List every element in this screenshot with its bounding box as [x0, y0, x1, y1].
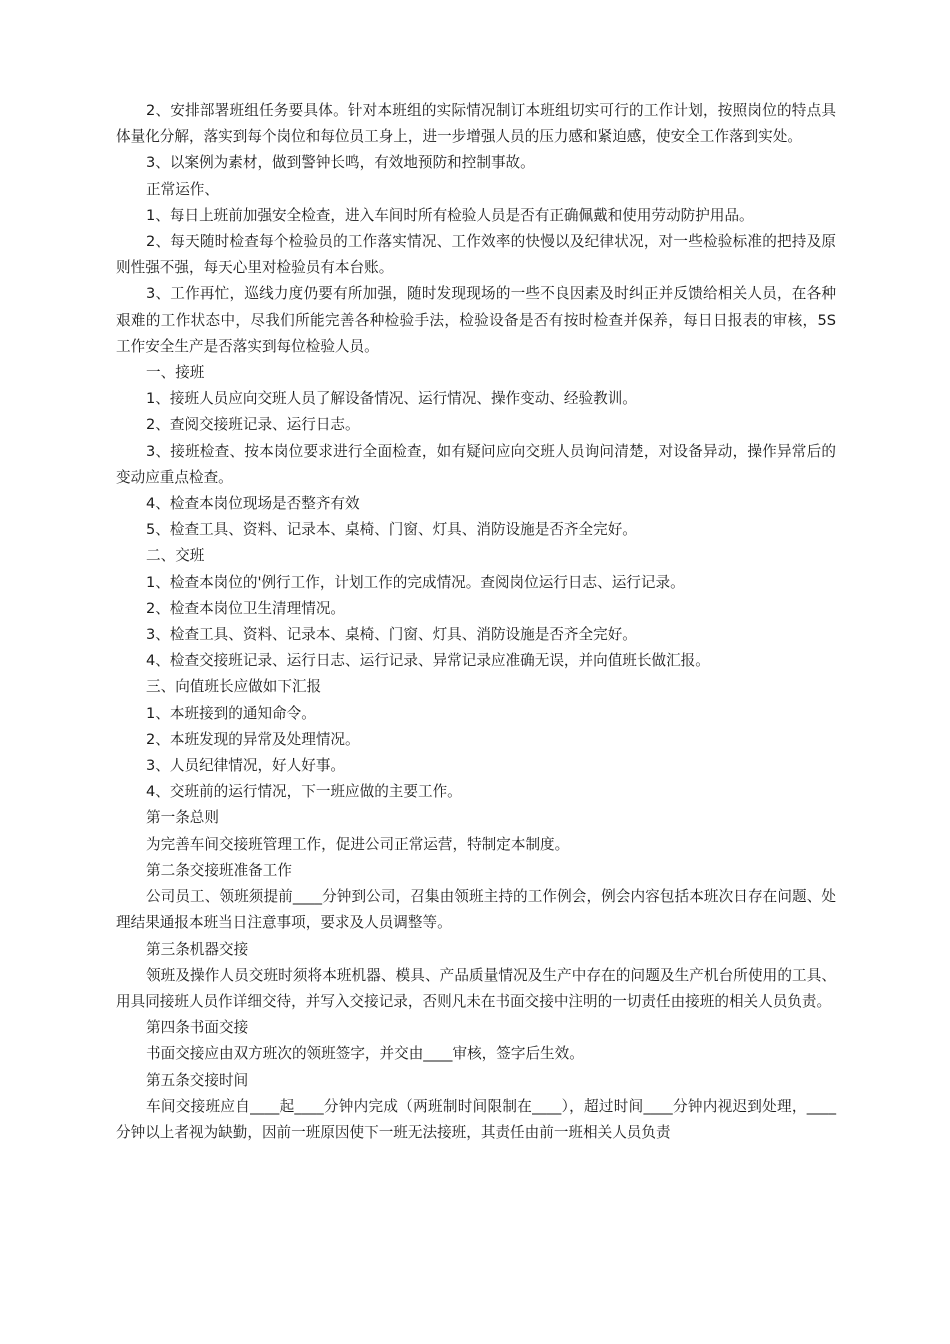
paragraph: 车间交接班应自____起____分钟内完成（两班制时间限制在____），超过时间____分钟内视迟到处理，____分钟以上者视为缺勤，因前一班原因使下一班无法接班，其责任由前一班相关人员负责: [116, 1097, 836, 1141]
paragraph: 1、每日上班前加强安全检查，进入车间时所有检验人员是否有正确佩戴和使用劳动防护用品。: [146, 206, 754, 224]
paragraph: 1、本班接到的通知命令。: [146, 704, 316, 722]
article-heading: 第五条交接时间: [146, 1071, 249, 1089]
section-heading: 正常运作、: [146, 180, 219, 198]
paragraph: 为完善车间交接班管理工作，促进公司正常运营，特制定本制度。: [146, 835, 570, 853]
paragraph: 3、检查工具、资料、记录本、桌椅、门窗、灯具、消防设施是否齐全完好。: [146, 626, 637, 644]
document-body: [116, 98, 836, 1146]
paragraph: 4、交班前的运行情况，下一班应做的主要工作。: [146, 783, 462, 801]
article-heading: 第二条交接班准备工作: [146, 861, 292, 879]
article-heading: 第四条书面交接: [146, 1019, 249, 1037]
article-heading: 第三条机器交接: [146, 940, 249, 958]
section-heading: 一、接班: [146, 364, 205, 382]
section-heading: 二、交班: [146, 547, 205, 565]
paragraph: 4、检查交接班记录、运行日志、运行记录、异常记录应准确无误，并向值班长做汇报。: [146, 652, 710, 670]
paragraph: 5、检查工具、资料、记录本、桌椅、门窗、灯具、消防设施是否齐全完好。: [146, 521, 637, 539]
paragraph: 4、检查本岗位现场是否整齐有效: [146, 495, 360, 513]
paragraph: 书面交接应由双方班次的领班签字，并交由____审核，签字后生效。: [146, 1045, 584, 1063]
paragraph: 2、本班发现的异常及处理情况。: [146, 730, 360, 748]
paragraph: 3、工作再忙，巡线力度仍要有所加强，随时发现现场的一些不良因素及时纠正并反馈给相关人员，在各种艰难的工作状态中，尽我们所能完善各种检验手法，检验设备是否有按时检查并保养，每日日报表的审核，5S 工作安全生产是否落实到每位检验人员。: [116, 285, 836, 355]
paragraph: 公司员工、领班须提前____分钟到公司，召集由领班主持的工作例会，例会内容包括本班次日存在问题、处理结果通报本班当日注意事项，要求及人员调整等。: [116, 888, 836, 932]
paragraph: 3、人员纪律情况，好人好事。: [146, 757, 346, 775]
paragraph: 3、接班检查、按本岗位要求进行全面检查，如有疑问应向交班人员询问清楚，对设备异动，操作异常后的变动应重点检查。: [116, 442, 836, 486]
section-heading: 三、向值班长应做如下汇报: [146, 678, 322, 696]
paragraph: 2、检查本岗位卫生清理情况。: [146, 599, 346, 617]
article-heading: 第一条总则: [146, 809, 219, 827]
paragraph: 领班及操作人员交班时须将本班机器、模具、产品质量情况及生产中存在的问题及生产机台所使用的工具、用具同接班人员作详细交待，并写入交接记录，否则凡未在书面交接中注明的一切责任由接班的相关人员负责。: [116, 966, 836, 1010]
paragraph: 1、检查本岗位的'例行工作，计划工作的完成情况。查阅岗位运行日志、运行记录。: [146, 573, 685, 591]
paragraph: 3、以案例为素材，做到警钟长鸣，有效地预防和控制事故。: [146, 154, 535, 172]
paragraph: 2、查阅交接班记录、运行日志。: [146, 416, 360, 434]
paragraph: 1、接班人员应向交班人员了解设备情况、运行情况、操作变动、经验教训。: [146, 390, 637, 408]
paragraph: 2、每天随时检查每个检验员的工作落实情况、工作效率的快慢以及纪律状况，对一些检验标准的把持及原则性强不强，每天心里对检验员有本台账。: [116, 233, 836, 277]
paragraph: 2、安排部署班组任务要具体。针对本班组的实际情况制订本班组切实可行的工作计划，按照岗位的特点具体量化分解，落实到每个岗位和每位员工身上，进一步增强人员的压力感和紧迫感，使安全工作落到实处。: [116, 102, 836, 146]
